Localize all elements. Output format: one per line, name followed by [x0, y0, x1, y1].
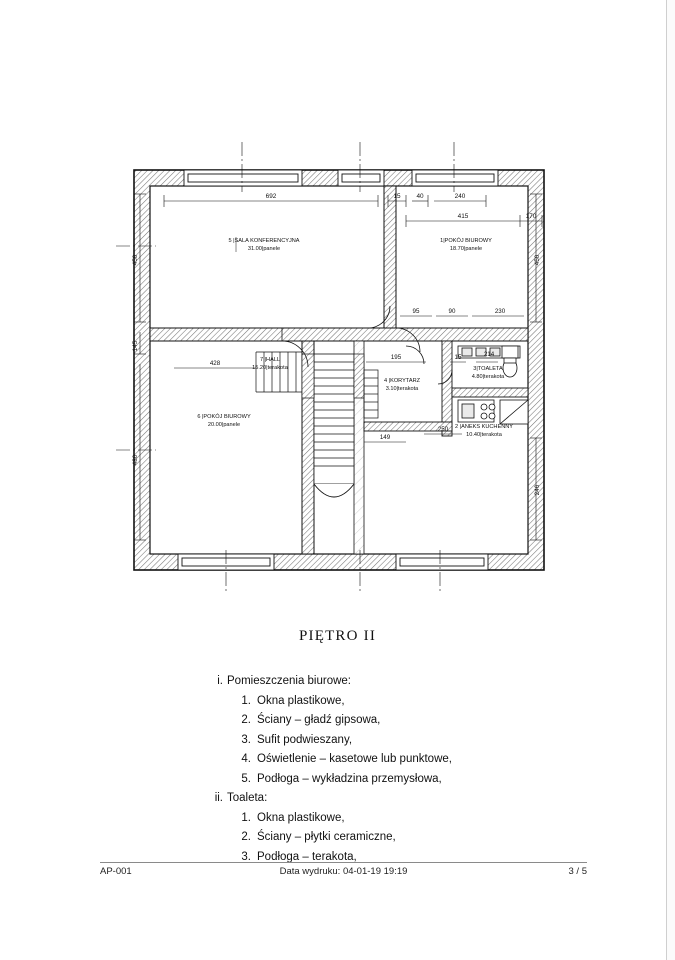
room-label-7-area: 15.20|terakota — [252, 365, 288, 371]
outline-item — [195, 711, 625, 731]
svg-text:15: 15 — [393, 193, 401, 200]
room-label-3-area: 4.80|terakota — [471, 374, 505, 380]
svg-text:480: 480 — [132, 454, 139, 466]
specification-outline — [195, 672, 625, 867]
footer-page-indicator: 3 / 5 — [568, 866, 587, 877]
outline-marker: 5. — [241, 772, 251, 785]
outline-marker: 2. — [241, 831, 251, 843]
plan-caption: PIĘTRO II — [298, 628, 377, 644]
outline-marker: 4. — [241, 753, 251, 765]
outline-label: Toaleta: — [227, 792, 268, 804]
svg-text:214: 214 — [483, 351, 495, 358]
scan-edge-line — [666, 0, 667, 960]
outline-label: Ściany – płytki ceramiczne, — [257, 831, 396, 843]
outline-section — [195, 789, 625, 809]
svg-text:40: 40 — [416, 193, 424, 200]
room-label-3-name: 3|TOALETA — [473, 366, 503, 372]
outline-marker: i. — [217, 675, 223, 687]
room-label-5-area: 31.00|panele — [247, 246, 281, 252]
outline-label: Ściany – gładź gipsowa, — [257, 714, 381, 726]
room-label-5-name: 5 |SALA KONFERENCYJNA — [228, 238, 300, 244]
outline-marker: 1. — [241, 694, 251, 707]
room-label-7-name: 7 |HALL — [259, 357, 281, 363]
svg-text:145: 145 — [132, 340, 139, 352]
svg-text:15: 15 — [454, 354, 462, 361]
room-label-4-name: 4 |KORYTARZ — [383, 378, 421, 384]
outline-label: Pomieszczenia biurowe: — [227, 675, 352, 687]
outline-item — [195, 848, 625, 868]
svg-text:195: 195 — [390, 354, 402, 361]
svg-text:450: 450 — [534, 254, 541, 266]
svg-text:149: 149 — [379, 434, 391, 441]
svg-text:250: 250 — [437, 426, 449, 433]
room-label-6-name: 6 |POKÓJ BIUROWY — [197, 414, 251, 420]
svg-text:170: 170 — [525, 213, 537, 220]
outline-item — [195, 731, 625, 751]
svg-text:90: 90 — [448, 308, 456, 315]
footer-document-code: AP-001 — [100, 866, 132, 877]
svg-text:692: 692 — [265, 193, 277, 200]
svg-text:246: 246 — [534, 484, 541, 496]
scan-edge-shade — [667, 0, 675, 960]
outline-section — [195, 672, 625, 692]
svg-text:95: 95 — [412, 308, 420, 315]
outline-item — [195, 809, 625, 829]
outline-item — [195, 828, 625, 848]
outline-label: Podłoga – terakota, — [257, 850, 357, 863]
room-label-1-area: 18.70|panele — [449, 246, 483, 252]
svg-text:428: 428 — [209, 360, 221, 367]
footer-print-date: Data wydruku: 04-01-19 19:19 — [279, 866, 408, 877]
outline-marker: 3. — [241, 733, 251, 746]
outline-marker: 3. — [241, 850, 251, 863]
svg-text:415: 415 — [457, 213, 469, 220]
room-label-4-area: 3.10|terakota — [385, 386, 419, 392]
svg-text:450: 450 — [132, 254, 139, 266]
outline-label: Sufit podwieszany, — [257, 733, 353, 746]
outline-item — [195, 692, 625, 712]
outline-label: Podłoga – wykładzina przemysłowa, — [257, 772, 442, 785]
room-label-1-name: 1|POKÓJ BIUROWY — [440, 238, 492, 244]
floorplan-drawing — [106, 70, 586, 600]
outline-marker: ii. — [214, 792, 223, 804]
svg-text:240: 240 — [454, 193, 466, 200]
outline-label: Okna plastikowe, — [257, 811, 345, 824]
room-label-6-area: 20.00|panele — [207, 422, 241, 428]
room-label-2-area: 10.40|terakota — [466, 432, 502, 438]
footer-divider — [100, 862, 587, 863]
outline-item — [195, 770, 625, 790]
svg-text:230: 230 — [494, 308, 506, 315]
outline-label: Oświetlenie – kasetowe lub punktowe, — [257, 753, 452, 765]
room-label-2-name: 2 |ANEKS KUCHENNY — [454, 424, 514, 430]
outline-marker: 1. — [241, 811, 251, 824]
outline-label: Okna plastikowe, — [257, 694, 345, 707]
outline-marker: 2. — [241, 714, 251, 726]
outline-item — [195, 750, 625, 770]
